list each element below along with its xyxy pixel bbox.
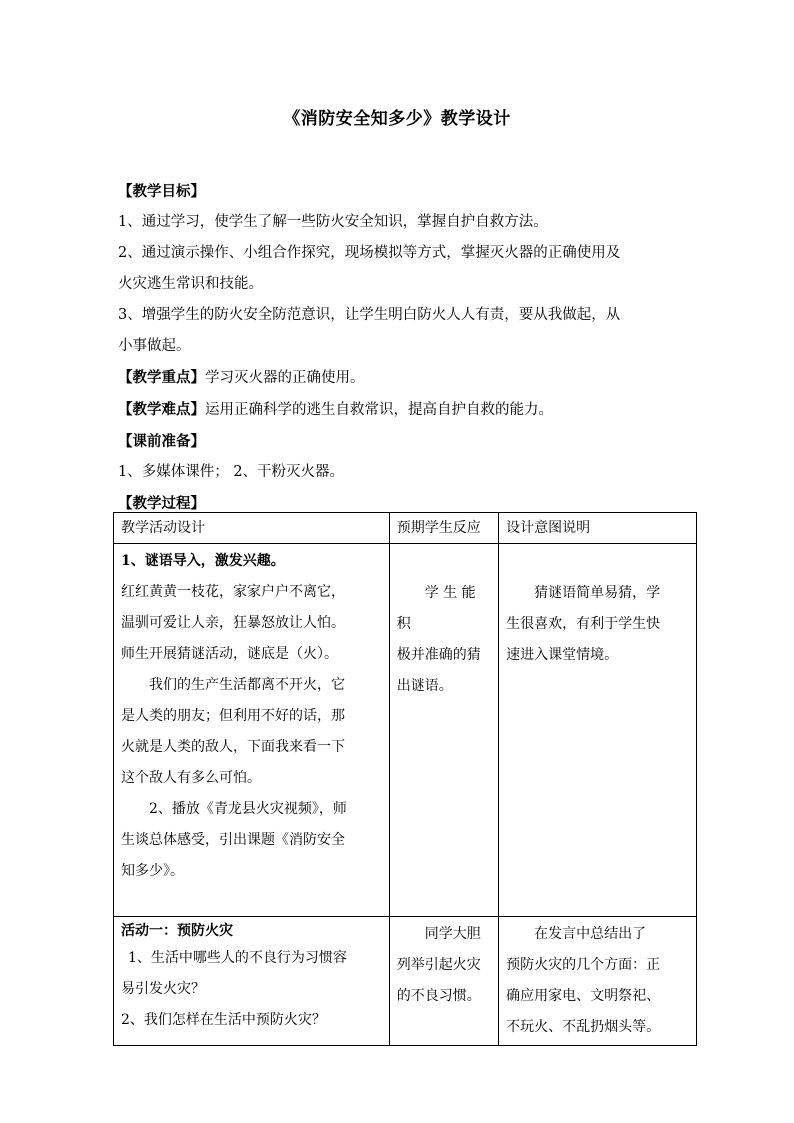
objective-line: 1、通过学习，使学生了解一些防火安全知识，掌握自护自救方法。: [118, 214, 548, 230]
activity-line: 易引发火灾？: [121, 981, 205, 997]
activity-line: 1、生活中哪些人的不良行为习惯容: [128, 950, 347, 966]
intent-line: 确应用家电、文明祭祀、: [506, 988, 661, 1004]
activity-cell: [114, 917, 390, 1046]
column-header: 教学活动设计: [114, 513, 390, 544]
activity-line: 我们的生产生活都离不开火，它: [149, 677, 345, 693]
lesson-process-table: [113, 512, 697, 1046]
intent-line: 不玩火、不乱扔烟头等。: [506, 1019, 661, 1035]
column-header: 设计意图说明: [499, 513, 697, 544]
objectives-heading: 【教学目标】: [118, 183, 205, 200]
preparation-text: 1、多媒体课件； 2、干粉灭火器。: [118, 464, 345, 480]
key-point-text: 学习灭火器的正确使用。: [205, 370, 365, 386]
table-row: [114, 544, 697, 917]
intent-cell: [499, 544, 697, 917]
intent-line: 猜谜语简单易猜，学: [534, 585, 661, 601]
reaction-cell: [389, 544, 498, 917]
key-point-label: 【教学重点】: [118, 369, 205, 386]
process-heading: 【教学过程】: [118, 495, 205, 512]
reaction-line: 列举引起火灾: [396, 957, 481, 973]
reaction-line: 同学大胆: [424, 926, 481, 942]
objective-line: 3、增强学生的防火安全防范意识，让学生明白防火人人有责，要从我做起，从: [118, 307, 621, 323]
activity-title: 活动一：预防火灾: [121, 923, 233, 939]
activity-line: 2、我们怎样在生活中预防火灾？: [121, 1012, 326, 1028]
document-title: 《消防安全知多少》教学设计: [283, 109, 511, 129]
activity-line: 2、播放《青龙县火灾视频》，师: [149, 801, 347, 817]
column-header: 预期学生反应: [389, 513, 498, 544]
activity-line: 红红黄黄一枝花，家家户户不离它，: [121, 584, 345, 600]
intent-line: 在发言中总结出了: [534, 926, 647, 942]
activity-title: 1、谜语导入，激发兴趣。: [121, 553, 285, 569]
difficulty: [118, 394, 698, 426]
activity-line: 知多少》。: [121, 863, 184, 879]
activity-line: 师生开展猜谜活动，谜底是（火）。: [121, 646, 338, 662]
reaction-line: 极并准确的猜: [396, 647, 481, 663]
objective-line: 火灾逃生常识和技能。: [118, 276, 263, 292]
table-row: [114, 917, 697, 1046]
intent-cell: [499, 917, 697, 1046]
key-point: [118, 362, 698, 394]
activity-line: 这个敌人有多么可怕。: [121, 770, 261, 786]
difficulty-text: 运用正确科学的逃生自救常识，提高自护自救的能力。: [205, 402, 553, 418]
objective-line: 2、通过演示操作、小组合作探究，现场模拟等方式，掌握灭火器的正确使用及: [118, 245, 621, 261]
preparation-heading: 【课前准备】: [118, 433, 205, 450]
reaction-line: 出谜语。: [396, 678, 453, 694]
objective-line: 小事做起。: [118, 338, 191, 354]
intent-line: 预防火灾的几个方面：正: [506, 957, 661, 973]
activity-cell: [114, 544, 390, 917]
document-body: [118, 176, 698, 519]
table-header-row: [114, 513, 697, 544]
reaction-line: 的不良习惯。: [396, 988, 481, 1004]
intent-line: 速进入课堂情境。: [506, 647, 619, 663]
reaction-line: 学 生 能 积: [396, 585, 476, 632]
activity-line: 生谈总体感受，引出课题《消防安全: [121, 832, 345, 848]
activity-line: 火就是人类的敌人，下面我来看一下: [121, 739, 345, 755]
reaction-cell: [389, 917, 498, 1046]
activity-line: 温驯可爱让人亲，狂暴怒放让人怕。: [121, 615, 345, 631]
difficulty-label: 【教学难点】: [118, 401, 205, 418]
intent-line: 生很喜欢，有利于学生快: [506, 616, 661, 632]
activity-line: 是人类的朋友；但利用不好的话，那: [121, 708, 345, 724]
